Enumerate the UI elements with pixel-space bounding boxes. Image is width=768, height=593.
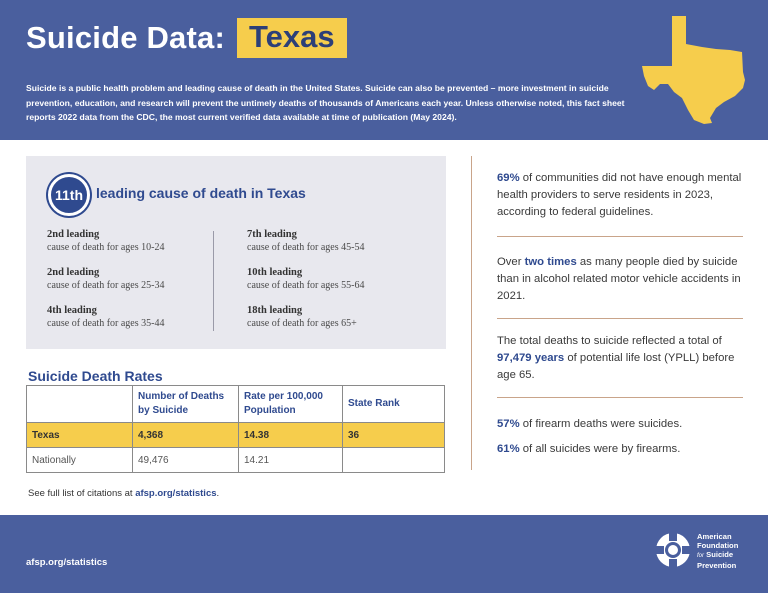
intro-paragraph: Suicide is a public health problem and leading cause of death in the United States. Suicide can also be prevented – more investment in suicide prevention, education, and research will prevent the untimely deaths of thousands of Americans each year. Unless otherwise noted, this fact sheet reports 2022 data from the CDC, the most current verified data available at time of publication (May 2024). [26, 83, 625, 123]
footer-url[interactable]: afsp.org/statistics [26, 557, 108, 568]
rank-item [47, 228, 164, 266]
stat-highlight: 57% [497, 418, 520, 430]
rank-item-sub: cause of death for ages 45-54 [247, 242, 365, 253]
rank-item-head: 7th leading [247, 229, 297, 240]
stat-pre: The total deaths to suicide reflected a total of [497, 335, 722, 347]
stat-item [497, 254, 743, 305]
rank-item-head: 18th leading [247, 305, 303, 316]
stat-item [497, 170, 743, 221]
table-cell: 36 [343, 423, 445, 448]
table-header-cell [27, 386, 133, 423]
table-cell [343, 448, 445, 473]
table-cell: Nationally [27, 448, 133, 473]
org-line-small: for [697, 553, 705, 559]
stat-highlight: 69% [497, 172, 520, 184]
stat-highlight: two times [524, 256, 577, 268]
ranking-panel [26, 156, 446, 349]
stat-post: of potential life lost (YPLL) before age 65. [497, 352, 735, 381]
rank-item [47, 304, 164, 342]
stat-post: as many people died by suicide than in alcohol related motor vehicle accidents in 2021. [497, 256, 741, 302]
stat-highlight: 97,479 years [497, 352, 565, 364]
panel-divider [213, 231, 214, 331]
rank-column-right [247, 228, 364, 342]
table-row [27, 423, 445, 448]
org-line [697, 550, 738, 561]
org-line: American [697, 532, 732, 541]
stat-item [497, 416, 743, 433]
table-header-cell: State Rank [343, 386, 445, 423]
org-line: Foundation [697, 541, 739, 550]
stat-highlight: 61% [497, 443, 520, 455]
rank-label: leading cause of death in Texas [96, 185, 306, 201]
table-cell: 4,368 [133, 423, 239, 448]
stat-post: of firearm deaths were suicides. [519, 418, 683, 430]
page-title [26, 18, 347, 58]
table-title: Suicide Death Rates [28, 368, 163, 384]
org-line: Prevention [697, 561, 737, 570]
rank-item-sub: cause of death for ages 65+ [247, 318, 357, 329]
citation-suffix: . [216, 488, 220, 499]
footer-banner [0, 515, 768, 593]
rank-item-sub: cause of death for ages 35-44 [47, 318, 165, 329]
rank-item [47, 266, 164, 304]
table-cell: Texas [27, 423, 133, 448]
citation-link[interactable]: afsp.org/statistics [135, 488, 217, 499]
table-cell: 14.21 [239, 448, 343, 473]
stat-divider [497, 236, 743, 237]
texas-map-icon [642, 14, 746, 124]
rank-item-head: 2nd leading [47, 267, 100, 278]
column-divider [471, 156, 472, 470]
lifebuoy-logo-icon [654, 531, 692, 569]
header-banner [0, 0, 768, 140]
table-row [27, 448, 445, 473]
death-rates-table [26, 385, 445, 473]
rank-item [247, 304, 364, 342]
rank-item-head: 2nd leading [47, 229, 100, 240]
citation-note [28, 488, 219, 499]
table-cell: 49,476 [133, 448, 239, 473]
table-header-row [27, 386, 445, 423]
stat-post: of all suicides were by firearms. [519, 443, 681, 455]
org-line-word: Suicide [706, 550, 734, 559]
rank-item [247, 266, 364, 304]
table-header-cell: Rate per 100,000 Population [239, 386, 343, 423]
rank-item-sub: cause of death for ages 10-24 [47, 242, 165, 253]
table-cell: 14.38 [239, 423, 343, 448]
rank-badge: 11th [48, 174, 90, 216]
title-text: Suicide Data: [26, 20, 225, 55]
rank-item-head: 4th leading [47, 305, 97, 316]
stat-divider [497, 397, 743, 398]
citation-prefix: See full list of citations at [28, 488, 136, 499]
rank-column-left [47, 228, 164, 342]
rank-item [247, 228, 364, 266]
rank-item-sub: cause of death for ages 55-64 [247, 280, 365, 291]
stat-item [497, 441, 743, 458]
stat-post: of communities did not have enough mental health providers to serve residents in 2023, according to federal guidelines. [497, 172, 742, 218]
rank-item-head: 10th leading [247, 267, 303, 278]
stat-item [497, 333, 743, 384]
table-header-cell: Number of Deaths by Suicide [133, 386, 239, 423]
stat-divider [497, 318, 743, 319]
org-wordmark [697, 532, 738, 570]
state-badge: Texas [237, 18, 347, 58]
stat-pre: Over [497, 256, 525, 268]
rank-item-sub: cause of death for ages 25-34 [47, 280, 165, 291]
